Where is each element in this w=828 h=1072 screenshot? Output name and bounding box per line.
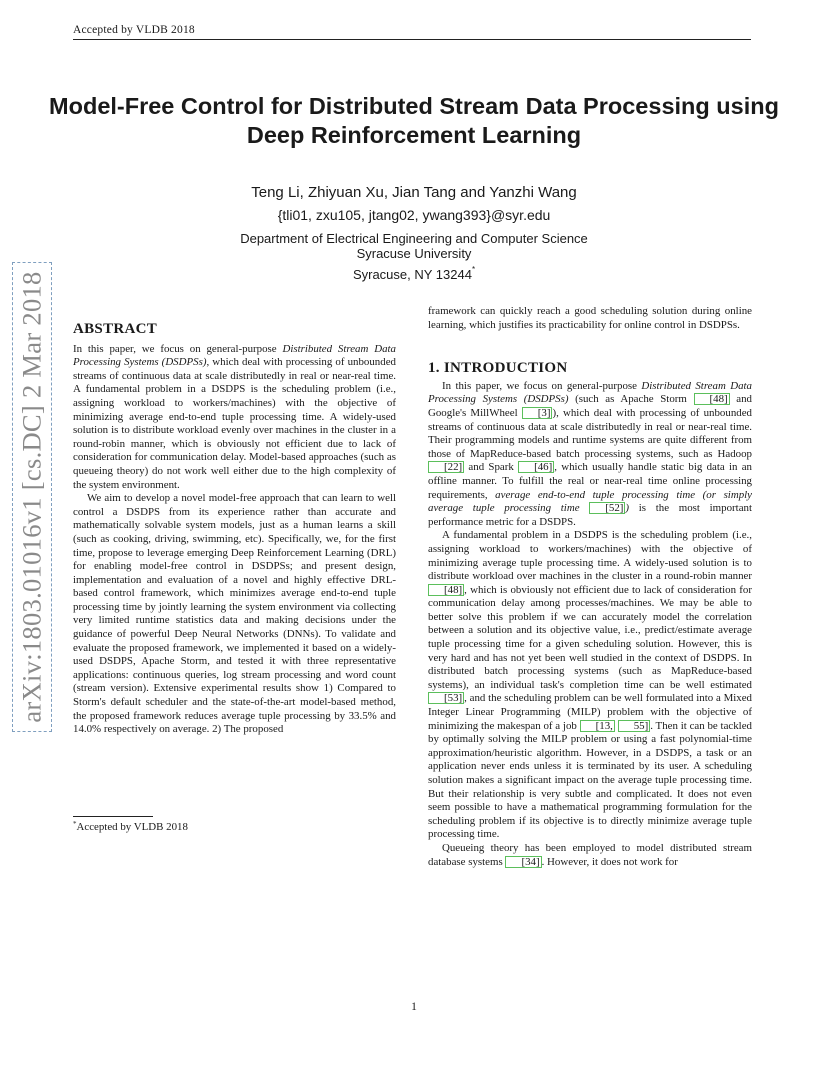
affiliation-city (60, 265, 768, 282)
citation-link[interactable]: [22] (428, 461, 464, 473)
affiliation-university: Syracuse University (356, 246, 472, 261)
citation-link[interactable]: [13, (580, 720, 615, 732)
abstract-paragraph-2-continued: framework can quickly reach a good scheduling solution during online learning, which justifies its practicability for online control in DSDPSs. (428, 305, 752, 331)
citation-link[interactable]: [34] (505, 856, 541, 868)
citation-link[interactable]: [48] (694, 393, 730, 405)
left-column (73, 323, 396, 737)
page-number: 1 (411, 1001, 417, 1013)
citation-link[interactable]: [52] (589, 502, 625, 514)
citation-link[interactable]: [48] (428, 584, 464, 596)
running-head: Accepted by VLDB 2018 (73, 24, 195, 36)
header-rule (73, 39, 751, 40)
arxiv-identifier-text: arXiv:1803.01016v1 [cs.DC] 2 Mar 2018 (16, 271, 47, 723)
introduction-heading: 1. INTRODUCTION (428, 360, 568, 377)
footnote-rule (73, 816, 153, 817)
city-text: Syracuse, NY 13244 (352, 267, 472, 282)
intro-paragraph-1: In this paper, we focus on general-purpose Distributed Stream Data Processing Systems (DSDPSs) (such as Apache Storm [48] and Google's MillWheel [3] ), which deal with processing of unbounded streams of continuous data at scale distributedly in real or near-real time. Their programming models and runtime systems are quite different from those of MapReduce-based batch processing systems, such as Hadoop [22] and Spark [46] , which usually handle static big data in an offline manner. To fulfill the real or near-real time online processing requirements, average end-to-end tuple processing time (or simply average tuple processing time [52] ) is the most important performance metric for a DSDPS. (428, 379, 753, 528)
footnote (73, 820, 188, 833)
author-names: Teng Li, Zhiyuan Xu, Jian Tang and Yanzhi Wang (251, 184, 577, 201)
arxiv-identifier-link[interactable] (12, 262, 52, 732)
paper-title: Model-Free Control for Distributed Stream Data Processing using Deep Reinforcement Learning (49, 93, 779, 148)
citation-link[interactable]: [53] (428, 692, 464, 704)
footnote-mark: * (73, 820, 77, 828)
citation-link[interactable]: 55] (618, 720, 651, 732)
intro-paragraph-2: A fundamental problem in a DSDPS is the scheduling problem (i.e., assigning workload to workers/machines) with the objective of minimizing average tuple processing time. A widely-used solution is to distribute workload over machines in the cluster in a round-robin manner [48] , which is obviously not efficient due to lack of consideration for communication delay among processes/machines. We may be able to better solve this problem if we can accurately model the correlation between a solution and its objective value, i.e., predict/estimate average tuple processing time for a given scheduling solution. However, this is very hard and has not yet been well studied in the context of DSDPS. In distributed batch processing systems (such as MapReduce-based systems), an individual task's completion time can be well estimated [53] , and the scheduling problem can be well formulated into a Mixed Integer Linear Programming (MILP) problem with the objective of minimizing the makespan of a job [13, 55] . Then it can be tackled by optimally solving the MILP problem or using a fast polynomial-time approximation/heuristic algorithm. However, in a DSDPS, a task or an application never ends unless it is terminated by its user. A scheduling solution makes a significant impact on the average tuple processing time. But their relationship is very subtle and complicated. It does not even seem possible to have a mathematical programming formulation for the scheduling problem if its objective is to directly minimize average tuple processing time. (428, 529, 752, 841)
footnote-text: Accepted by VLDB 2018 (76, 821, 188, 833)
citation-link[interactable]: [46] (518, 461, 554, 473)
abstract-paragraph-2: We aim to develop a novel model-free approach that can learn to well control a DSDPS from its experience rather than accurate and mathematically solvable system models, just as a human learns a skill (such as cooking, driving, swimming, etc). Specifically, we, for the first time, propose to leverage emerging Deep Reinforcement Learning (DRL) for enabling model-free control in DSDPSs; and present design, implementation and evaluation of a novel and highly effective DRL-based control framework, which minimizes average end-to-end tuple processing time by jointly learning the system environment via collecting very limited runtime statistics data and making decisions under the guidance of powerful Deep Neural Networks (DNNs). To validate and evaluate the proposed framework, we implemented it based on a widely-used DSDPS, Apache Storm, and tested it with three representative applications: continuous queries, log stream processing and word count (stream version). Extensive experimental results show 1) Compared to Storm's default scheduler and the state-of-the-art model-based method, the proposed framework reduces average tuple processing by 33.5% and 14.0% respectively on average. 2) The proposed (73, 492, 396, 736)
abstract-heading: ABSTRACT (73, 321, 158, 337)
citation-link[interactable]: [3] (522, 407, 553, 419)
city-footnote-mark: * (471, 265, 476, 274)
abstract-paragraph-1: In this paper, we focus on general-purpose Distributed Stream Data Processing Systems (DSDPSs), which deal with processing of unbounded streams of continuous data at scale distributedly in real or near-real time. A fundamental problem in a DSDPS is the scheduling problem (i.e., assigning workload to workers/machines) with the objective of minimizing average end-to-end tuple processing time. A widely-used solution is to distribute workload evenly over machines in the cluster in a round-robin manner, which is obviously not efficient due to lack of consideration for communication delay. Model-based approaches (such as queueing theory) do not work well either due to the high complexity of the system environment. (73, 342, 396, 491)
affiliation-department: Department of Electrical Engineering and Computer Science (240, 231, 588, 246)
author-emails: {tli01, zxu105, jtang02, ywang393}@syr.edu (277, 207, 551, 223)
intro-paragraph-3: Queueing theory has been employed to model distributed stream database systems [34] . However, it does not work for (428, 841, 752, 868)
right-column (428, 305, 752, 869)
